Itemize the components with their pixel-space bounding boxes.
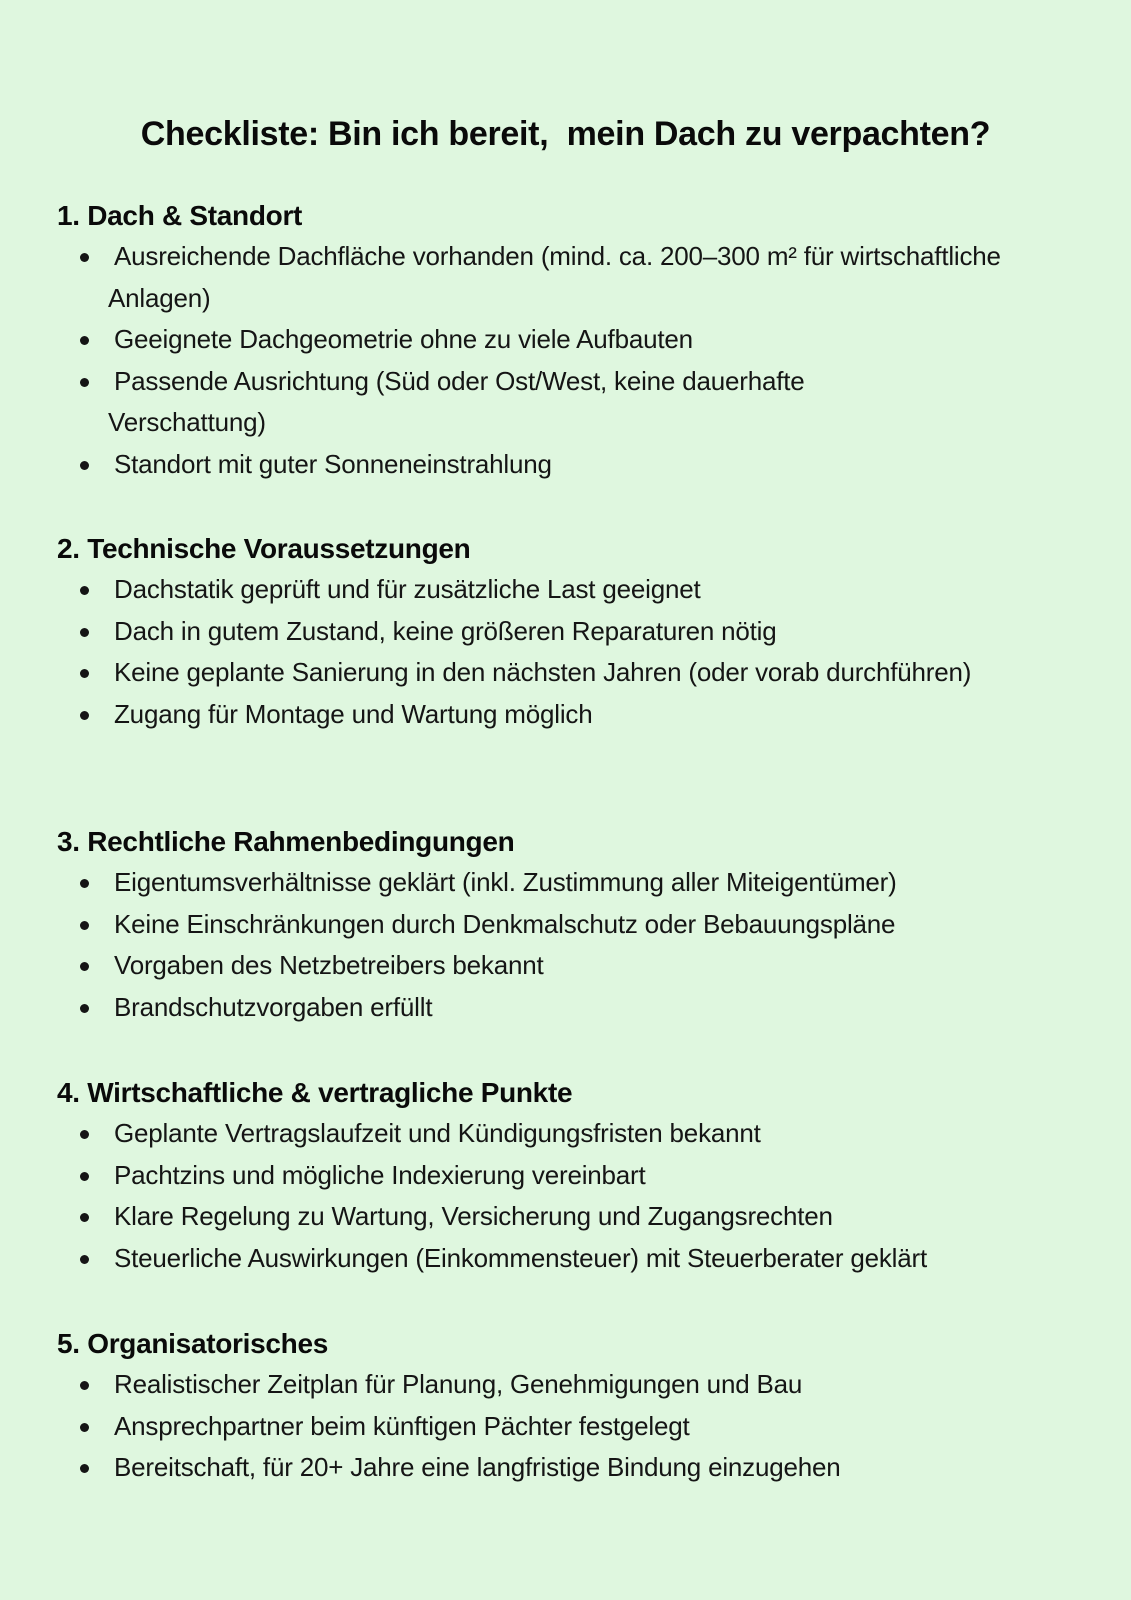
section-heading: 2. Technische Voraussetzungen [57,533,471,564]
bullet-icon [80,1423,89,1432]
list-item [57,904,1077,946]
checklist-items [57,1113,1077,1279]
bullet-icon [80,962,89,971]
bullet-icon [80,586,89,595]
list-item-text: Klare Regelung zu Wartung, Versicherung und Zugangsrechten [114,1201,833,1231]
list-item [57,236,1008,319]
section-heading: 5. Organisatorisches [57,1328,329,1359]
list-item-text: Keine Einschränkungen durch Denkmalschutz oder Bebauungspläne [114,908,896,939]
list-item-text: Bereitschaft, für 20+ Jahre eine langfristige Bindung einzugehen [114,1452,841,1482]
bullet-icon [80,1464,89,1473]
list-item [57,1238,1077,1280]
section-heading: 1. Dach & Standort [57,200,303,231]
bullet-icon [80,921,89,930]
list-item-text: Brandschutzvorgaben erfüllt [114,991,433,1022]
list-item-text: Dach in gutem Zustand, keine größeren Reparaturen nötig [114,615,777,646]
list-item-text: Geplante Vertragslaufzeit und Kündigungsfristen bekannt [114,1118,761,1148]
list-item-text: Dachstatik geprüft und für zusätzliche Last geeignet [114,574,701,604]
list-item-text: Standort mit guter Sonneneinstrahlung [114,448,552,479]
list-item [57,945,1077,987]
list-item-text: Passende Ausrichtung (Süd oder Ost/West, keine dauerhafte Verschattung) [108,365,805,437]
list-item [57,1113,1077,1155]
list-item-text: Zugang für Montage und Wartung möglich [114,698,593,729]
section-technische-voraussetzungen [57,531,1077,735]
list-item [57,361,968,444]
bullet-icon [80,628,89,637]
checklist-items [57,1364,1077,1489]
bullet-icon [80,1381,89,1390]
list-item [57,862,1077,904]
bullet-icon [80,879,89,888]
list-item [57,444,1077,486]
list-item-text: Realistischer Zeitplan für Planung, Genehmigungen und Bau [114,1369,803,1399]
bullet-icon [80,336,89,345]
checklist-items [57,862,1077,1028]
list-item-text: Vorgaben des Netzbetreibers bekannt [114,950,544,980]
list-item-text: Eigentumsverhältnisse geklärt (inkl. Zustimmung aller Miteigentümer) [114,867,897,897]
list-item [57,1447,1077,1489]
section-rechtliche-rahmenbedingungen [57,824,1077,1028]
bullet-icon [80,378,89,387]
list-item-text: Geeignete Dachgeometrie ohne zu viele Aufbauten [114,324,693,354]
section-dach-standort [57,198,1077,485]
bullet-icon [80,1172,89,1181]
list-item [57,1155,1077,1197]
list-item [57,987,1077,1029]
section-heading: 4. Wirtschaftliche & vertragliche Punkte [57,1077,573,1108]
section-heading: 3. Rechtliche Rahmenbedingungen [57,826,515,857]
bullet-icon [80,1004,89,1013]
list-item [57,694,1077,736]
list-item-text: Steuerliche Auswirkungen (Einkommensteuer) mit Steuerberater geklärt [114,1242,928,1273]
bullet-icon [80,1130,89,1139]
bullet-icon [80,461,89,470]
list-item [57,319,1077,361]
list-item-text: Ausreichende Dachfläche vorhanden (mind. ca. 200–300 m² für wirtschaftliche Anlagen) [108,241,1001,313]
list-item-text: Ansprechpartner beim künftigen Pächter festgelegt [114,1410,690,1441]
page-title: Checkliste: Bin ich bereit, mein Dach zu verpachten? [140,114,991,153]
list-item [57,1196,1077,1238]
list-item [57,1364,1077,1406]
list-item [57,569,1077,611]
bullet-icon [80,669,89,678]
list-item [57,611,1077,653]
checklist-items [57,569,1077,735]
list-item [57,1406,1077,1448]
bullet-icon [80,711,89,720]
section-wirtschaftliche-punkte [57,1075,1077,1279]
bullet-icon [80,1255,89,1264]
bullet-icon [80,1213,89,1222]
list-item-text: Keine geplante Sanierung in den nächsten Jahren (oder vorab durchführen) [114,657,972,687]
section-organisatorisches [57,1326,1077,1489]
list-item-text: Pachtzins und mögliche Indexierung vereinbart [114,1159,646,1190]
checklist-items [57,236,1077,485]
list-item [57,652,988,694]
bullet-icon [80,253,89,262]
